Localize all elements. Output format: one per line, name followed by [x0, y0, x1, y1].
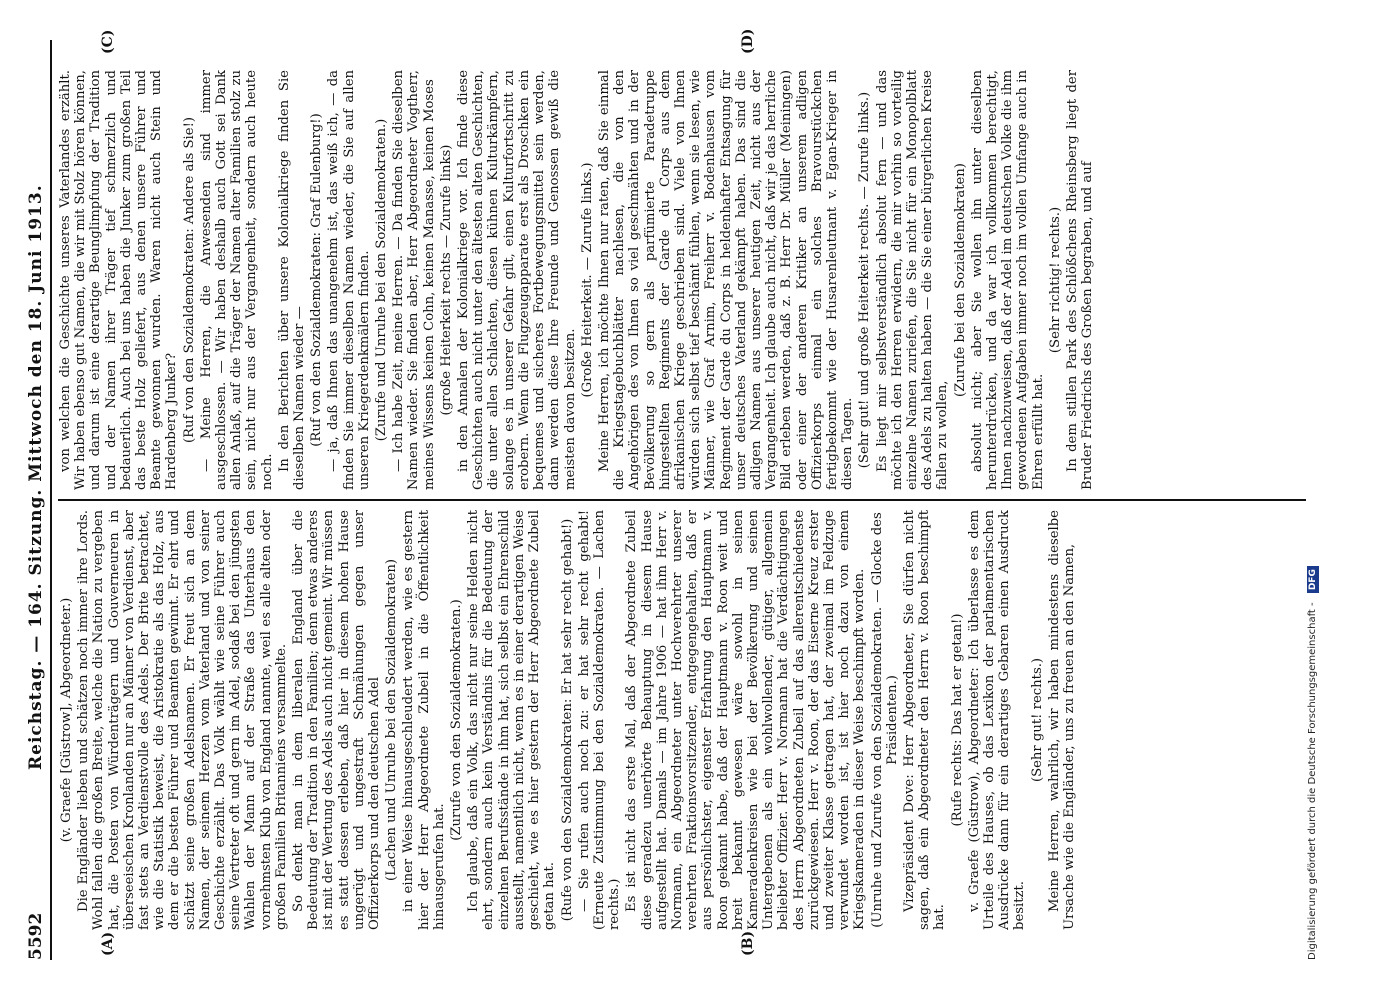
- paragraph: Es ist nicht das erste Mal, daß der Abgeordnete Zubeil diese geradezu unerhörte Behauptung in diesem Hause aufgestellt hat. Damals — im Jahre 1906 — hat ihm Herr v. Normann, ein Abgeordneter unter Hochverehrter unserer verehrten Fraktionsvorsitzender, entgegengehalten, daß er aus persönlichster, eigenster Erfahrung den Hauptmann v. Roon gekannt habe, daß der Hauptmann v. Roon weit und breit bekannt gewesen wäre sowohl in seinen Kameradenkreisen wie bei der Bevölkerung und seinen Untergebenen als ein wohlwollender, gütiger, allgemein beliebter Offizier. Herr v. Normann hat die Verdächtigungen des Herrn Abgeordneten Zubeil auf das allerentschiedenste zurückgewiesen. Herr v. Roon, der das Eiserne Kreuz erster und zweiter Klasse getragen hat, der zweimal im Feldzuge verwundet worden ist, ist hier noch dazu von einem Kriegskameraden in dieser Weise beschimpft worden.: [624, 510, 868, 930]
- page-title: Reichstag. — 164. Sitzung. Mittwoch den 18. Juni 1913.: [26, 184, 46, 770]
- interjection: (Lachen und Unruhe bei den Sozialdemokraten): [384, 558, 400, 882]
- interjection: (Zurufe von den Sozialdemokraten.): [449, 599, 465, 841]
- interjection: (Rufe rechts: Das hat er getan!): [949, 613, 965, 827]
- paragraph: So denkt man in dem liberalen England über die Bedeutung der Tradition in den Familien; denn etwas anderes ist mit der Wertung des Adels auch nicht gemeint. Wir müssen es statt dessen erleben, daß hier in diesem hohen Hause ungerügt und ungestraft Schmähungen gegen unser Offizierkorps und den deutschen Adel: [291, 510, 383, 930]
- interjection: (Rufe von den Sozialdemokraten: Er hat sehr recht gehabt!): [559, 518, 575, 922]
- margin-marker-a: (A): [100, 931, 116, 956]
- paragraph: in den Annalen der Kolonialkriege vor. Ich finde diese Geschichten auch nicht unter den ältesten alten Geschichten, die unter allen Schlachten, diesen kühnen Kulturkämpfern, solange es in unserer Gefahr gilt, einen Kulturfortschritt zu erobern. Wenn die Flugzeugapparate erst als Droschken ein bequemes und sicheres Fortbewegungsmittel sein werden, dann werden diese Ihre Freunde und Genossen gewiß die meisten davon besitzen.: [456, 70, 578, 490]
- paragraph: Ich glaube, daß ein Volk, das nicht nur seine Helden nicht ehrt, sondern auch kein Verständnis für die Bedeutung der einzelnen Berufsstände in ihm hat, sich selbst ein Ehrenschild ausstellt, namentlich nicht, wenn es in einer derartigen Weise geschieht, wie es hier gestern der Herr Abgeordnete Zubeil getan hat.: [466, 510, 558, 930]
- paragraph: Es liegt mir selbstverständlich absolut fern — und das möchte ich den Herren erwidern, die mir vorhin so vorteilig einzelne Namen zuriefen, die Sie nicht für ein Monopolblatt des Adels zu halten haben — die Sie einer bürgerlichen Kreise fallen zu wollen,: [874, 70, 951, 490]
- interjection: (Sehr richtig! rechts.): [1047, 206, 1063, 354]
- paragraph: In dem stillen Park des Schlößchens Rheinsberg liegt der Bruder Friedrichs des Großen begraben, und auf: [1065, 70, 1096, 490]
- paragraph: In den Berichten über unsere Kolonialkriege finden Sie dieselben Namen wieder —: [276, 70, 308, 490]
- paragraph: — ja, daß Ihnen das unangenehm ist, das weiß ich, — da finden Sie immer dieselben Namen wieder, die Sie auf allen unseren Kriegerdenkmälern finden.: [326, 70, 372, 490]
- margin-marker-d: (D): [740, 28, 756, 54]
- digitization-credit: [1306, 0, 1320, 1000]
- credit-text: Digitalisierung gefördert durch die Deutsche Forschungsgemeinschaft -: [1307, 602, 1318, 960]
- paragraph: in einer Weise hinausgeschleudert werden, wie es gestern hier der Herr Abgeordnete Zubeil in die Öffentlichkeit hinausgerufen hat.: [401, 510, 447, 930]
- paragraph: Meine Herren, ich möchte Ihnen nur raten, daß Sie einmal die Kriegstagebuchblätter nachlesen, die von den Angehörigen des von Ihnen so viel geschmähten und in der Bevölkerung so gern als parfümierte Paradetruppe hingestellten Regiments der Garde du Corps aus dem afrikanischen Kriege geschrieben sind. Viele von Ihnen würden sich selbst tief beschämt fühlen, wenn sie lesen, wie Männer, wie Graf Arnim, Freiherr v. Bodenhausen vom Regiment der Garde du Corps in heldenhafter Entsagung für unser deutsches Vaterland gekämpft haben. Das sind die adligen Namen aus unserer heutigen Zeit, nicht aus der Vergangenheit. Ich glaube auch nicht, daß wir je das herrliche Bild erleben werden, daß z. B. Herr Dr. Müller (Meiningen) oder einer der anderen Kritiker an unserem adligen Offizierkorps einmal ein solches Bravourstückchen fertigbekommt wie der Husarenleutnant v. Egan-Krieger in diesen Tagen.: [596, 70, 856, 490]
- interjection: (Große Heiterkeit. — Zurufe links.): [579, 162, 595, 398]
- paragraph: v. Graefe (Güstrow), Abgeordneter: Ich überlasse es dem Urteile des Hauses, ob das Lexikon der parlamentarischen Ausdrücke dann für ein derartiges Gebaren einen Ausdruck besitzt.: [966, 510, 1028, 930]
- interjection: (Zurufe bei den Sozialdemokraten): [952, 163, 968, 397]
- paragraph: absolut nicht; aber Sie wollen ihn unter dieselben herunterdrücken, und da war ich vollkommen berechtigt, Ihnen nachzuweisen, daß der Adel im deutschen Volke die ihm gewordenen Aufgaben immer noch im vollen Umfange auch in Ehren erfüllt hat.: [969, 70, 1046, 490]
- interjection: (Zurufe und Unruhe bei den Sozialdemokraten.): [374, 118, 390, 442]
- column-divider: [58, 499, 1306, 501]
- dfg-logo: DFG: [1307, 566, 1319, 593]
- paragraph: — Ich habe Zeit, meine Herren. — Da finden Sie dieselben Namen wieder. Sie finden aber, Herr Abgeordneter Vogtherr, meines Wissens keinen Cohn, keinen Manasse, keinen Moses: [391, 70, 437, 490]
- margin-marker-b: (B): [740, 930, 756, 956]
- interjection: (Ruf von den Sozialdemokraten: Graf Eulenburg!): [309, 113, 325, 447]
- right-text-column: [58, 70, 1306, 490]
- interjection: (v. Graefe [Güstrow], Abgeordneter.): [59, 597, 74, 843]
- interjection: (Unruhe und Zurufe von den Sozialdemokraten. — Glocke des Präsidenten.): [869, 512, 900, 928]
- interjection: (Ruf von den Sozialdemokraten: Andere als Sie!): [181, 116, 197, 444]
- paragraph: Meine Herren, wahrlich, wir haben mindestens dieselbe Ursache wie die Engländer, uns zu freuen an den Namen,: [1046, 510, 1077, 930]
- paragraph: Vizepräsident Dove: Herr Abgeordneter, Sie dürfen nicht sagen, daß ein Abgeordneter den Herrn v. Roon beschimpft hat.: [901, 510, 948, 930]
- margin-marker-c: (C): [100, 29, 116, 54]
- interjection: (Sehr gut! rechts.): [1029, 657, 1045, 783]
- paragraph: — Meine Herren, die Anwesenden sind immer ausgeschlossen. — Wir haben deshalb auch Gott sei Dank allen Anlaß, auf die Träger der Namen alter Familien stolz zu sein, nicht nur aus der Vergangenheit, sondern auch heute noch.: [198, 70, 275, 490]
- interjection: (große Heiterkeit rechts — Zurufe links): [438, 144, 454, 416]
- paragraph: von welchen die Geschichte unseres Vaterlandes erzählt. Wir haben ebenso gut Namen, die wir mit Stolz hören können, und darum ist eine derartige Beunglimpfung der Tradition und der Namen ihrer Träger tief schmerzlich und bedauerlich. Auch bei uns haben die Junker zum großen Teil das beste Holz geliefert, aus denen unsere Führer und Beamte gewonnen wurden. Waren nicht auch Stein und Hardenberg Junker?: [58, 70, 180, 490]
- left-text-column: [58, 510, 1306, 930]
- page-number: 5592: [26, 912, 46, 960]
- paragraph: — Sie rufen auch noch zu: er hat sehr recht gehabt! (Erneute Zustimmung bei den Sozialdemokraten. — Lachen rechts.): [576, 510, 623, 930]
- interjection: (Sehr gut! und große Heiterkeit rechts. — Zurufe links.): [857, 91, 873, 469]
- page-header: [22, 40, 52, 960]
- paragraph: Die Engländer lieben und schätzen noch immer ihre Lords. Wohl fallen die großen Breite, welche die Nation zu vergeben hat, die Posten von Würdenträgern und Gouverneuren in überseeischen Kronlanden nur an Männer von Verdienst, aber fast stets an Verdienstvolle des Adels. Der Brite betrachtet, wie die Statistik beweist, die Aristokratie als das Holz, aus dem er die besten Führer und Beamten gewinnt. Er ehrt und schätzt seine großen Adelsnamen. Er freut sich an dem Namen, der seinem Herzen vom Vaterland und von seiner Geschichte erzählt. Das Volk wählt wie seine Führer auch seine Vertreter oft und gern im Adel, sodaß bei den jüngsten Wahlen der Mann auf der Straße das Unterhaus den vornehmsten Klub von England nannte, weil es alle alten oder großen Familien Britanniens versammelte.: [76, 510, 289, 930]
